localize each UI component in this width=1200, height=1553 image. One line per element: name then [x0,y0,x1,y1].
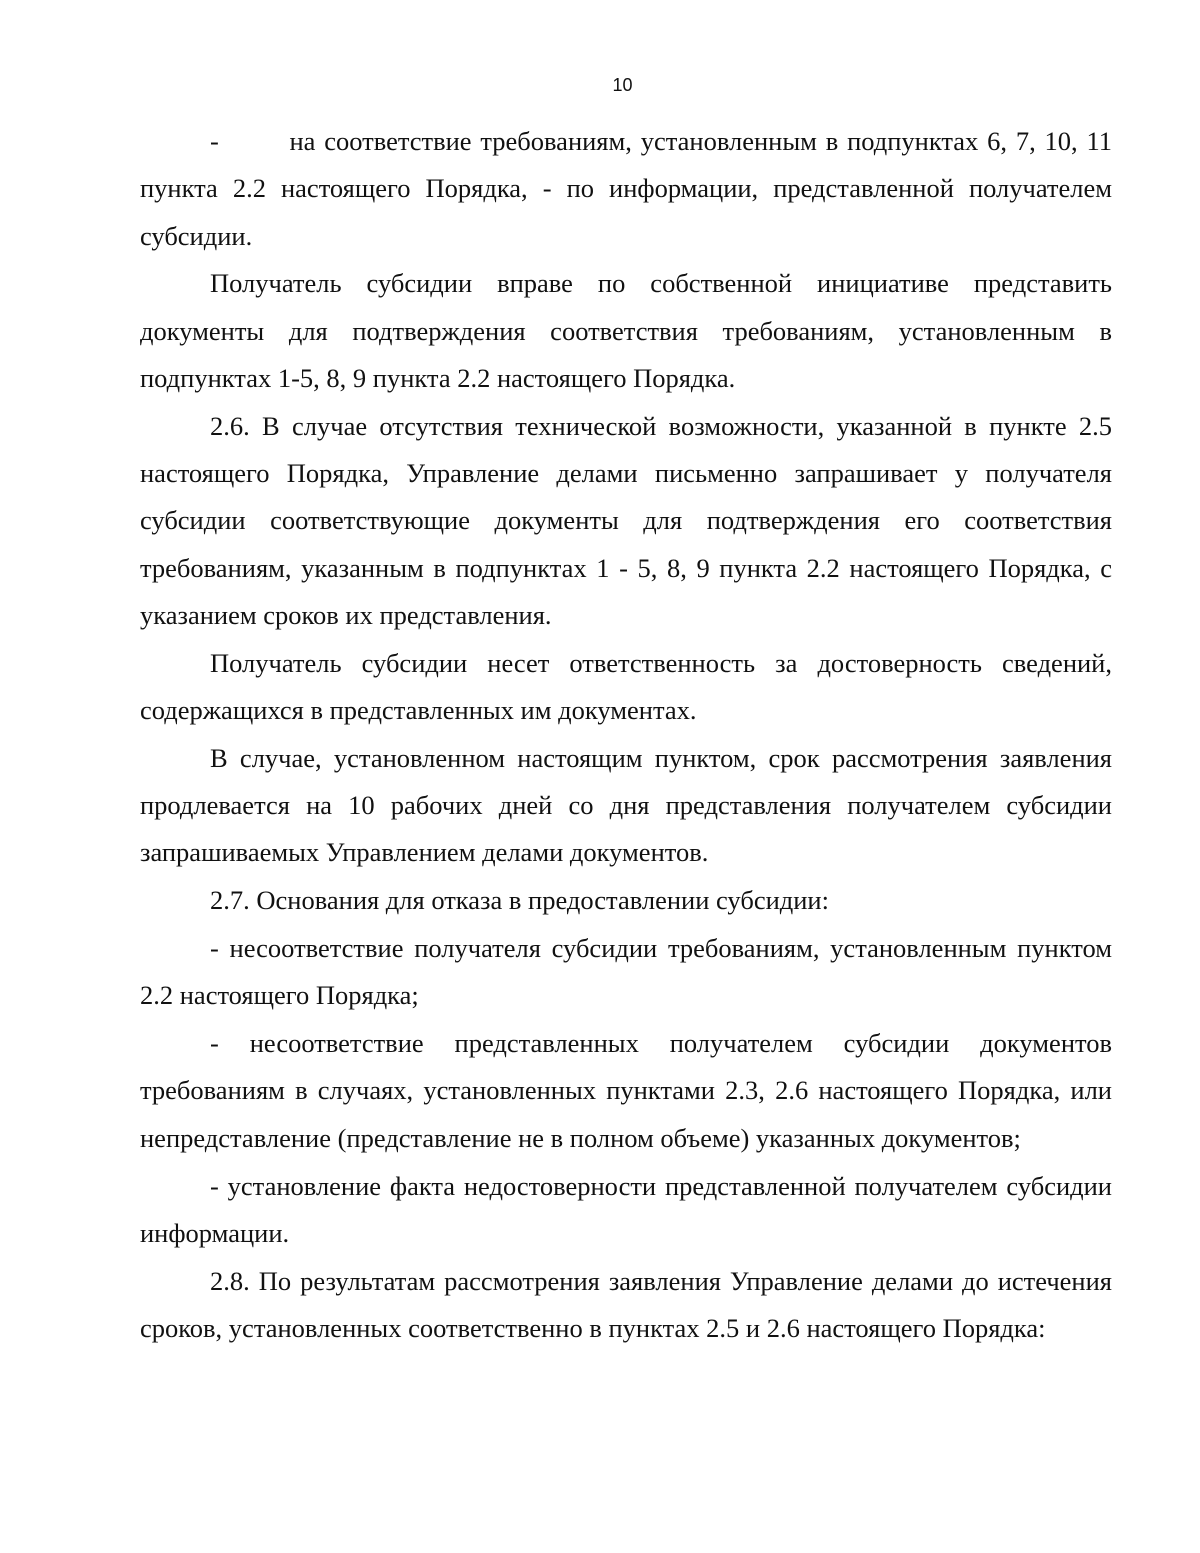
paragraph-refusal-item-documents: - несоответствие представленных получателем субсидии документов требованиям в случаях, установленных пунктами 2.3, 2.6 настоящего Порядка, или непредставление (представление не в полном объеме) указанных документов; [140,1028,1112,1153]
paragraph-verification-items-6-7-10-11: - на соответствие требованиям, установленным в подпунктах 6, 7, 10, 11 пункта 2.2 настоящего Порядка, - по информации, представленной получателем субсидии. [140,126,1112,251]
page-number: 10 [612,75,633,95]
paragraph-2-6-request-documents: 2.6. В случае отсутствия технической возможности, указанной в пункте 2.5 настоящего Порядка, Управление делами письменно запрашивает у получателя субсидии соответствующие документы для подтверждения его соответствия требованиям, указанным в подпунктах 1 - 5, 8, 9 пункта 2.2 настоящего Порядка, с указанием сроков их представления. [140,410,1112,630]
paragraph-own-initiative-documents: Получатель субсидии вправе по собственной инициативе представить документы для подтверждения соответствия требованиям, установленным в подпунктах 1-5, 8, 9 пункта 2.2 настоящего Порядка. [140,268,1112,393]
document-body [140,118,1112,1353]
paragraph-responsibility: Получатель субсидии несет ответственность за достоверность сведений, содержащихся в представленных им документах. [140,647,1112,726]
paragraph-refusal-item-noncompliance: - несоответствие получателя субсидии требованиям, установленным пунктом 2.2 настоящего Порядка; [140,933,1112,1011]
paragraph-2-8-results: 2.8. По результатам рассмотрения заявления Управление делами до истечения сроков, установленных соответственно в пунктах 2.5 и 2.6 настоящего Порядка: [140,1265,1112,1343]
paragraph-2-7-refusal-grounds: 2.7. Основания для отказа в предоставлении субсидии: [210,885,829,916]
paragraph-term-extension: В случае, установленном настоящим пунктом, срок рассмотрения заявления продлевается на 10 рабочих дней со дня представления получателем субсидии запрашиваемых Управлением делами документов. [140,742,1112,868]
paragraph-refusal-item-false-info: - установление факта недостоверности представленной получателем субсидии информации. [140,1170,1112,1248]
